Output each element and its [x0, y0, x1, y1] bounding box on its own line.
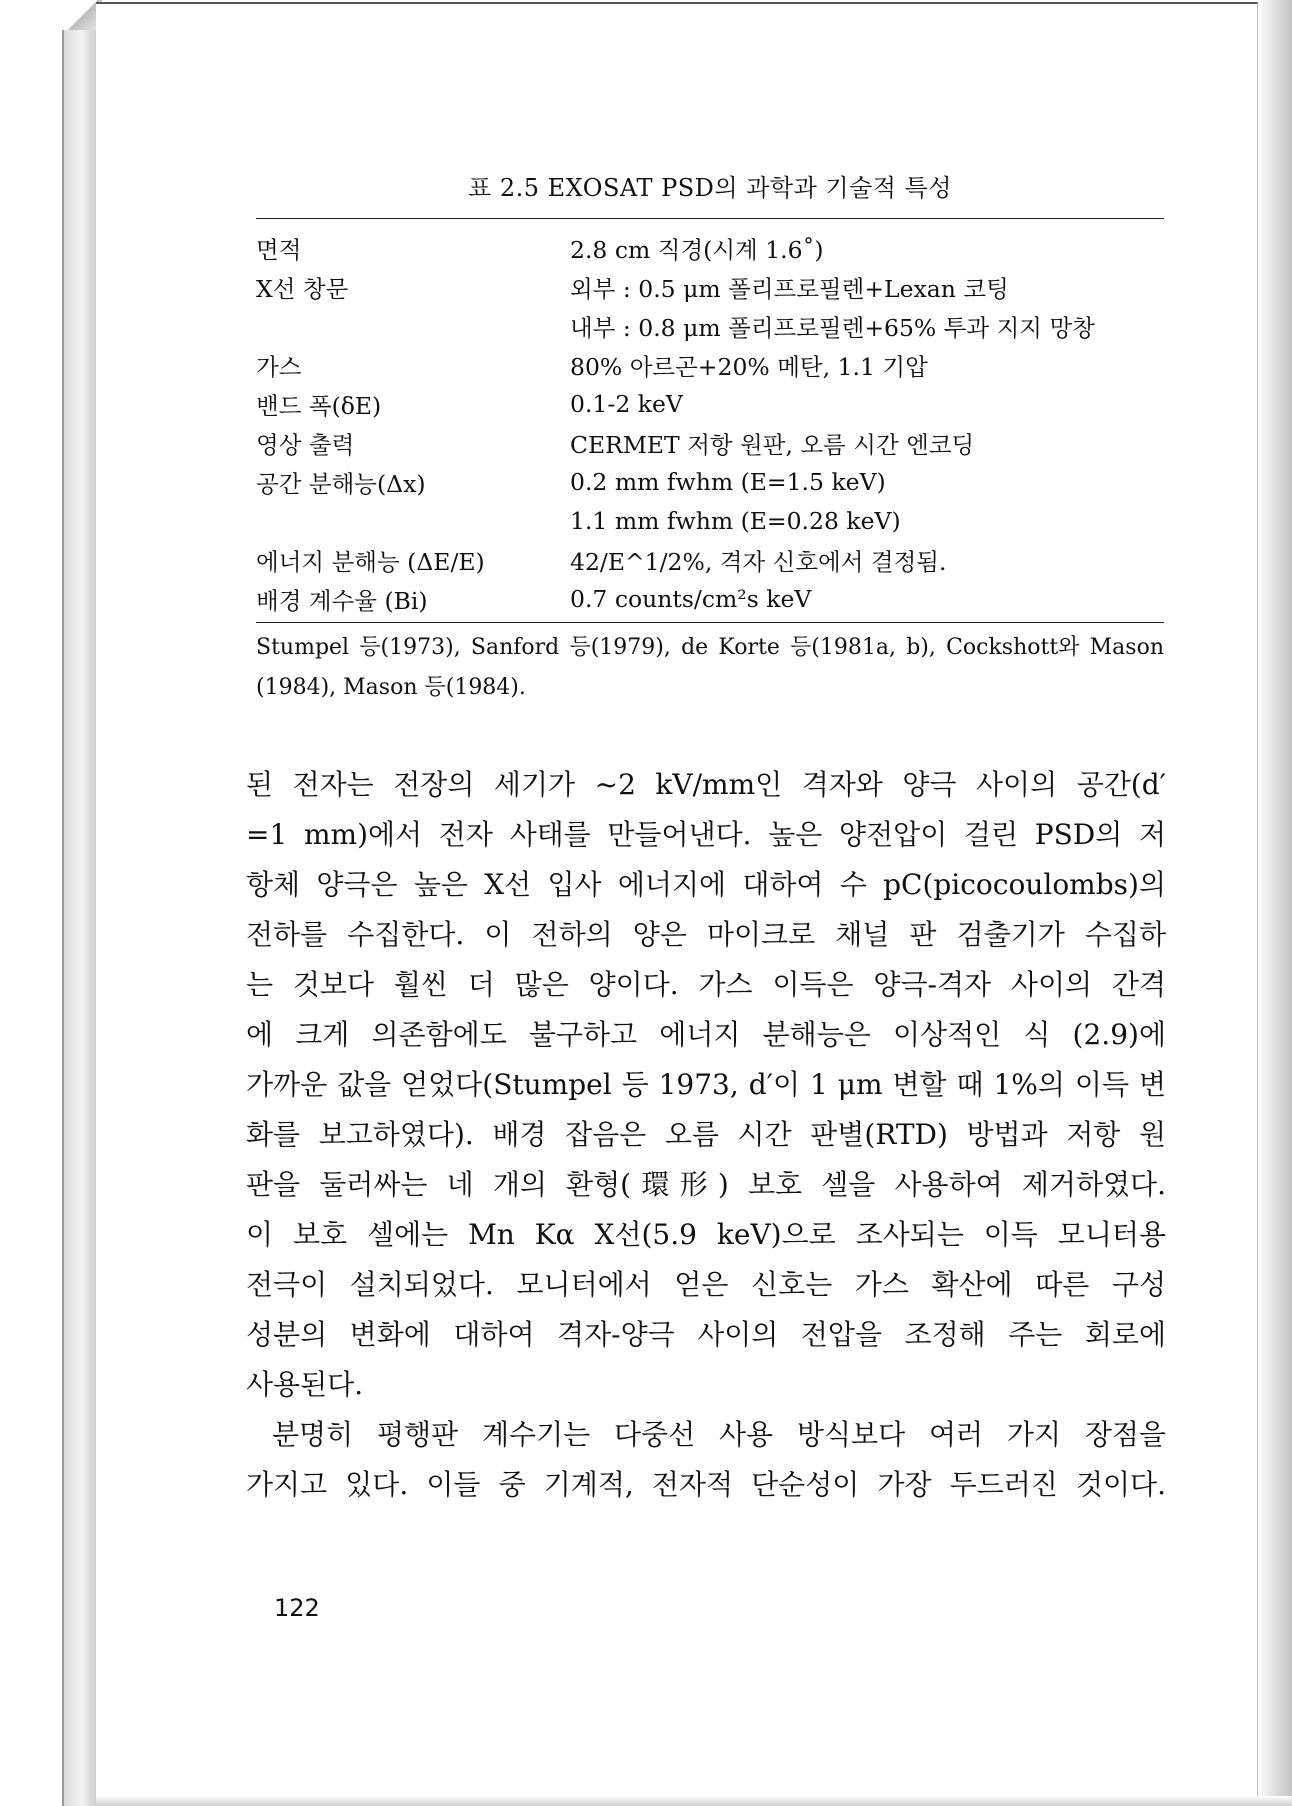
table-top-rule	[256, 218, 1164, 219]
table-row	[256, 501, 1164, 540]
table-row	[256, 384, 1164, 423]
table-row	[256, 423, 1164, 462]
row-label: 배경 계수율 (Bi)	[256, 586, 428, 615]
page-right-shadow	[1258, 0, 1292, 1806]
table-row	[256, 579, 1164, 618]
body-line: 전하를 수집한다. 이 전하의 양은 마이크로 채널 판 검출기가 수집하	[246, 918, 1166, 951]
row-label: 에너지 분해능 (ΔE/E)	[256, 547, 485, 576]
row-label: 가스	[256, 352, 302, 381]
row-value: 0.1-2 keV	[570, 389, 683, 418]
body-line: 이 보호 셀에는 Mn Kα X선(5.9 keV)으로 조사되는 이득 모니터용	[246, 1218, 1166, 1251]
table-bottom-rule	[256, 622, 1164, 623]
table-row	[256, 345, 1164, 384]
body-line: 분명히 평행판 계수기는 다중선 사용 방식보다 여러 가지 장점을	[272, 1418, 1166, 1451]
body-line: 화를 보고하였다). 배경 잡음은 오름 시간 판별(RTD) 방법과 저항 원	[246, 1118, 1166, 1151]
body-line: 에 크게 의존함에도 불구하고 에너지 분해능은 이상적인 식 (2.9)에	[246, 1018, 1166, 1051]
body-line: 성분의 변화에 대하여 격자-양극 사이의 전압을 조정해 주는 회로에	[246, 1318, 1166, 1351]
body-line: 는 것보다 훨씬 더 많은 양이다. 가스 이득은 양극-격자 사이의 간격	[246, 968, 1166, 1001]
row-value: 0.7 counts/cm²s keV	[570, 584, 812, 613]
body-line: 항체 양극은 높은 X선 입사 에너지에 대하여 수 pC(picocoulombs)의	[246, 868, 1166, 901]
table-row	[256, 462, 1164, 501]
row-value: 0.2 mm fwhm (E=1.5 keV)	[570, 467, 886, 496]
row-label: 밴드 폭(δE)	[256, 391, 382, 420]
row-value: 외부 : 0.5 μm 폴리프로필렌+Lexan 코팅	[570, 274, 1009, 303]
body-line: 전극이 설치되었다. 모니터에서 얻은 신호는 가스 확산에 따른 구성	[246, 1268, 1166, 1301]
row-value: 80% 아르곤+20% 메탄, 1.1 기압	[570, 352, 928, 381]
row-label: 영상 출력	[256, 430, 355, 459]
row-value: 2.8 cm 직경(시계 1.6˚)	[570, 235, 824, 264]
table-row	[256, 306, 1164, 345]
row-label: 면적	[256, 235, 302, 264]
table-row	[256, 267, 1164, 306]
body-line: 된 전자는 전장의 세기가 ~2 kV/mm인 격자와 양극 사이의 공간(d′	[246, 768, 1166, 801]
body-line: 가까운 값을 얻었다(Stumpel 등 1973, d′이 1 μm 변할 때 1%의 이득 변	[246, 1068, 1166, 1101]
page-number: 122	[274, 1594, 320, 1622]
body-line: 가지고 있다. 이들 중 기계적, 전자적 단순성이 가장 두드러진 것이다.	[246, 1468, 1166, 1501]
row-value: 42/E^1/2%, 격자 신호에서 결정됨.	[570, 547, 947, 576]
table-caption: 표 2.5 EXOSAT PSD의 과학과 기술적 특성	[468, 174, 952, 202]
specs-table	[256, 228, 1164, 618]
book-spine-edge	[62, 0, 96, 1806]
table-row	[256, 228, 1164, 267]
row-value: CERMET 저항 원판, 오름 시간 엔코딩	[570, 430, 975, 459]
body-line: 사용된다.	[246, 1368, 364, 1401]
row-value: 내부 : 0.8 μm 폴리프로필렌+65% 투과 지지 망창	[570, 313, 1095, 342]
table-source-notes: Stumpel 등(1973), Sanford 등(1979), de Korte 등(1981a, b), Cockshott와 Mason (1984), Mason 등(1984).	[256, 635, 1164, 700]
page-bottom-shadow	[96, 1796, 1292, 1806]
row-label: 공간 분해능(Δx)	[256, 469, 426, 498]
row-value: 1.1 mm fwhm (E=0.28 keV)	[570, 506, 901, 535]
body-paragraphs	[246, 760, 1166, 1510]
body-line: 판을 둘러싸는 네 개의 환형(環形) 보호 셀을 사용하여 제거하였다.	[246, 1168, 1166, 1201]
body-line: =1 mm)에서 전자 사태를 만들어낸다. 높은 양전압이 걸린 PSD의 저	[246, 818, 1166, 851]
table-row	[256, 540, 1164, 579]
row-label: X선 창문	[256, 274, 349, 303]
